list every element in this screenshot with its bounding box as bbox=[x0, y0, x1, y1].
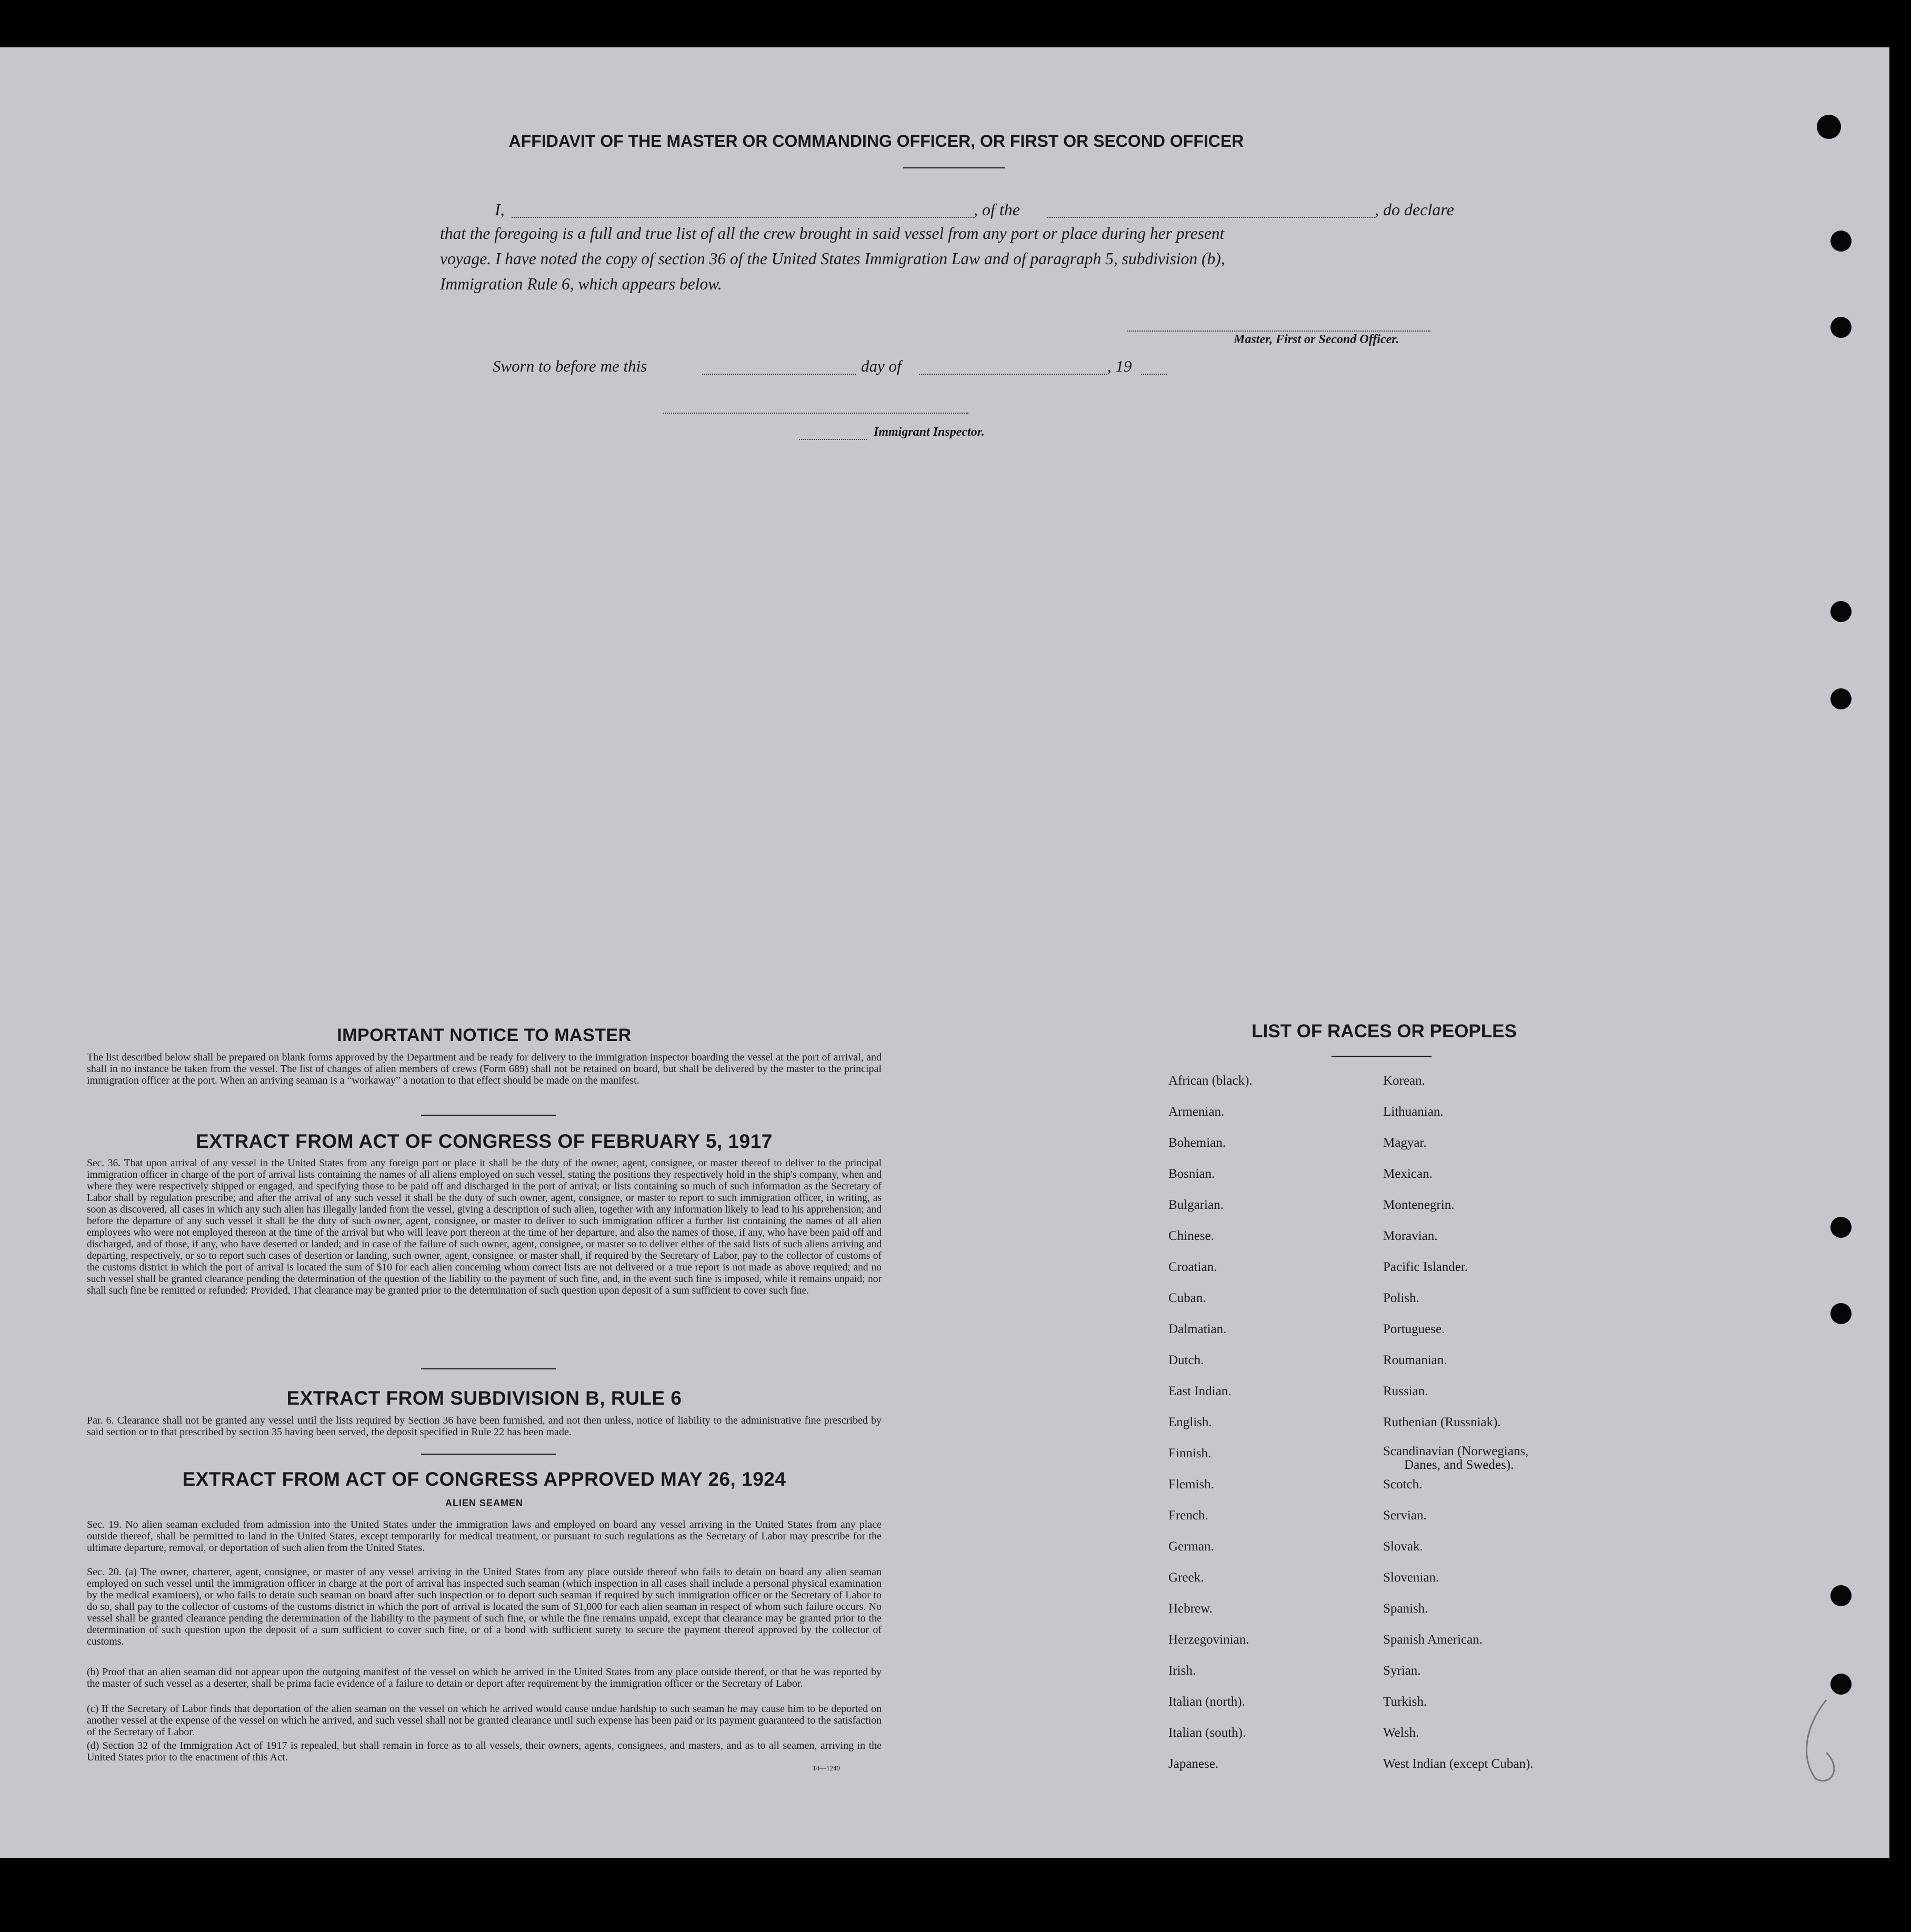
notice-title: IMPORTANT NOTICE TO MASTER bbox=[337, 1025, 632, 1045]
binder-hole bbox=[1830, 1303, 1852, 1324]
race-item: Hebrew. bbox=[1168, 1601, 1213, 1616]
race-item: Russian. bbox=[1383, 1384, 1428, 1398]
affidavit-title: AFFIDAVIT OF THE MASTER OR COMMANDING OFFICER, OR FIRST OR SECOND OFFICER bbox=[508, 132, 1244, 151]
act-1917-text: Sec. 36. That upon arrival of any vessel in the United States from any foreign port or place it shall be the duty of the owner, agent, consignee, or master thereof to deliver to the principal immigration officer in charge of the port of arrival lists containing the names of all aliens employed on such vessel, stating the positions they respectively hold in the ship's company, when and where they were respectively shipped or engaged, and specifying those to be paid off and discharged in the port of arrival; or lists containing so much of such information as the Secretary of Labor shall by regulation prescribe; and after the arrival of any such vessel it shall be the duty of such owner, agent, consignee, or master to report to such immigration officer, in writing, as soon as discovered, all cases in which any such alien has illegally landed from the vessel, giving a description of such alien, together with any information likely to lead to his apprehension; and before the departure of any such vessel it shall be the duty of such owner, agent, consignee, or master to deliver to such immigration officer a further list containing the names of all alien employees who were not employed thereon at the time of the arrival but who will leave port thereon at the time of her departure, and also the names of those, if any, who have been paid off and discharged, and of those, if any, who have deserted or landed; and in case of the failure of such owner, agent, consignee, or master so to deliver either of the said lists of such aliens arriving and departing, respectively, or so to report such cases of desertion or landing, such owner, agent, consignee, or master shall, if required by the Secretary of Labor, pay to the collector of customs of the customs district in which the port of arrival is located the sum of $10 for each alien concerning whom correct lists are not delivered or a true report is not made as above required; and no such vessel shall be granted clearance pending the determination of the question of the liability to the payment of such fine, and, in the event such fine is imposed, while it remains unpaid; nor shall such fine be remitted or refunded: Provided, That clearance may be granted prior to the determination of such question upon deposit of a sum sufficient to cover such fine. bbox=[87, 1158, 882, 1296]
binder-hole bbox=[1830, 231, 1852, 252]
sworn-month-blank[interactable] bbox=[919, 374, 1107, 375]
act-1924-sec20c: (c) If the Secretary of Labor finds that deportation of the alien seaman on the vessel on which he arrived would cause undue hardship to such seaman he may cause him to be deported on another vessel at the expense of the vessel on which he arrived, and such vessel shall not be granted clearance until such expense has been paid or its payment guaranteed to the satisfaction of the Secretary of Labor. bbox=[87, 1703, 882, 1738]
race-item: Welsh. bbox=[1383, 1726, 1419, 1740]
race-item: East Indian. bbox=[1168, 1384, 1232, 1398]
race-item: Japanese. bbox=[1168, 1757, 1219, 1771]
race-item: Danes, and Swedes). bbox=[1404, 1458, 1514, 1472]
race-item: Portuguese. bbox=[1383, 1322, 1445, 1336]
race-item: Spanish. bbox=[1383, 1601, 1428, 1616]
race-item: Mexican. bbox=[1383, 1167, 1433, 1181]
inspector-label: Immigrant Inspector. bbox=[874, 425, 985, 439]
divider bbox=[421, 1454, 556, 1455]
race-item: Bohemian. bbox=[1168, 1136, 1226, 1150]
act-1917-title: EXTRACT FROM ACT OF CONGRESS OF FEBRUARY 5, 1917 bbox=[196, 1130, 773, 1152]
race-item: Italian (south). bbox=[1168, 1726, 1246, 1740]
notice-text: The list described below shall be prepared on blank forms approved by the Department and be ready for delivery to the immigration inspector boarding the vessel at the port of arrival, and shall in no instance be taken from the vessel. The list of changes of alien members of crews (Form 689) shall not be retained on board, but shall be delivered by the master to the principal immigration officer at the port. When an arriving seaman is a “workaway” a notation to that effect should be made on the manifest. bbox=[87, 1052, 882, 1086]
race-item: Greek. bbox=[1168, 1570, 1204, 1585]
binder-hole bbox=[1830, 1674, 1852, 1695]
race-item: Magyar. bbox=[1383, 1136, 1427, 1150]
affidavit-line-3: voyage. I have noted the copy of section 36 of the United States Immigration Law and of paragraph 5, subdivision (b), bbox=[440, 249, 1225, 268]
race-item: Bosnian. bbox=[1168, 1167, 1215, 1181]
race-item: Bulgarian. bbox=[1168, 1198, 1224, 1212]
binder-hole bbox=[1830, 1217, 1852, 1238]
act-1924-sec20a: Sec. 20. (a) The owner, charterer, agent, consignee, or master of any vessel arriving in the United States from any place outside thereof who fails to detain on board any alien seaman employed on such vessel until the immigration officer in charge at the port of arrival has inspected such seaman (which inspection in all cases shall include a personal physical examination by the medical examiners), or who fails to detain such seaman on board after such inspection or to deport such seaman if required by such immigration officer or the Secretary of Labor to do so, shall pay to the collector of customs of the customs district in which the port of arrival is located the sum of $1,000 for each alien seaman in respect of whom such failure occurs. No vessel shall be granted clearance pending the determination of the liability to the payment of such fine, or while the fine remains unpaid, except that clearance may be granted prior to the determination of such question upon the deposit of a sum sufficient to cover such fine, or of a bond with sufficient surety to secure the payment thereof approved by the collector of customs. bbox=[87, 1566, 882, 1647]
race-item: African (black). bbox=[1168, 1074, 1253, 1088]
race-item: Turkish. bbox=[1383, 1695, 1427, 1709]
race-item: Cuban. bbox=[1168, 1291, 1206, 1305]
races-title: LIST OF RACES OR PEOPLES bbox=[1252, 1021, 1517, 1042]
race-item: Montenegrin. bbox=[1383, 1198, 1455, 1212]
race-item: Polish. bbox=[1383, 1291, 1419, 1305]
inspector-signature-blank[interactable] bbox=[663, 413, 968, 414]
form-number: 14—1240 bbox=[813, 1764, 840, 1772]
race-item: Flemish. bbox=[1168, 1477, 1214, 1491]
race-item: Irish. bbox=[1168, 1664, 1196, 1678]
act-1924-subtitle: ALIEN SEAMEN bbox=[445, 1498, 523, 1508]
race-item: Korean. bbox=[1383, 1074, 1425, 1088]
declare-label: , do declare bbox=[1375, 200, 1454, 219]
sworn-label: Sworn to before me this bbox=[493, 357, 647, 375]
binder-hole bbox=[1830, 688, 1852, 709]
race-item: Ruthenian (Russniak). bbox=[1383, 1415, 1501, 1429]
race-item: Dutch. bbox=[1168, 1353, 1204, 1367]
name-blank[interactable] bbox=[512, 217, 974, 218]
i-label: I, bbox=[495, 200, 505, 219]
race-item: Servian. bbox=[1383, 1508, 1427, 1523]
act-1924-sec19: Sec. 19. No alien seaman excluded from admission into the United States under the immigration laws and employed on board any vessel arriving in the United States from any place outside thereof, shall be permitted to land in the United States, except temporarily for medical treatment, or pursuant to such regulations as the Secretary of Labor may prescribe for the ultimate departure, removal, or deportation of such alien from the United States. bbox=[87, 1519, 882, 1554]
sworn-year-blank[interactable] bbox=[1141, 374, 1167, 375]
race-item: Syrian. bbox=[1383, 1664, 1421, 1678]
binder-hole bbox=[1830, 1585, 1852, 1606]
affidavit-line-2: that the foregoing is a full and true list of all the crew brought in said vessel from any port or place during her present bbox=[440, 224, 1225, 243]
race-item: Finnish. bbox=[1168, 1446, 1212, 1460]
race-item: Slovenian. bbox=[1383, 1570, 1439, 1585]
day-of-label: day of bbox=[861, 357, 902, 375]
vessel-blank[interactable] bbox=[1047, 217, 1375, 218]
race-item: Moravian. bbox=[1383, 1229, 1438, 1243]
of-the-label: , of the bbox=[974, 200, 1020, 219]
race-item: Roumanian. bbox=[1383, 1353, 1447, 1367]
master-label: Master, First or Second Officer. bbox=[1234, 333, 1399, 346]
race-item: Chinese. bbox=[1168, 1229, 1214, 1243]
race-item: Slovak. bbox=[1383, 1539, 1423, 1554]
race-item: Italian (north). bbox=[1168, 1695, 1245, 1709]
race-item: French. bbox=[1168, 1508, 1208, 1523]
race-item: Scotch. bbox=[1383, 1477, 1423, 1491]
title-underline bbox=[903, 167, 1005, 168]
binder-hole bbox=[1830, 601, 1852, 622]
race-item: Scandinavian (Norwegians, bbox=[1383, 1444, 1529, 1458]
race-item: German. bbox=[1168, 1539, 1214, 1554]
race-item: Dalmatian. bbox=[1168, 1322, 1227, 1336]
race-item: Spanish American. bbox=[1383, 1633, 1483, 1647]
divider bbox=[421, 1368, 556, 1369]
binder-hole bbox=[1830, 317, 1852, 338]
race-item: Armenian. bbox=[1168, 1105, 1225, 1119]
race-item: West Indian (except Cuban). bbox=[1383, 1757, 1534, 1771]
race-item: English. bbox=[1168, 1415, 1212, 1429]
race-item: Pacific Islander. bbox=[1383, 1260, 1468, 1274]
affidavit-line-4: Immigration Rule 6, which appears below. bbox=[440, 275, 722, 293]
act-1924-sec20b: (b) Proof that an alien seaman did not appear upon the outgoing manifest of the vessel on which he arrived in the United States from any place outside thereof, or that he was reported by the master of such vessel as a deserter, shall be prima facie evidence of a failure to detain or deport after requirement by the immigration officer or the Secretary of Labor. bbox=[87, 1666, 882, 1689]
rule-6-title: EXTRACT FROM SUBDIVISION B, RULE 6 bbox=[286, 1387, 682, 1409]
master-signature-blank[interactable] bbox=[1127, 331, 1430, 332]
race-item: Herzegovinian. bbox=[1168, 1633, 1249, 1647]
races-underline bbox=[1332, 1056, 1432, 1057]
act-1924-sec20d: (d) Section 32 of the Immigration Act of 1917 is repealed, but shall remain in force as to all vessels, their owners, agents, consignees, and masters, and as to all seamen, arriving in the United States prior to the enactment of this Act. bbox=[87, 1740, 882, 1763]
act-1924-title: EXTRACT FROM ACT OF CONGRESS APPROVED MAY 26, 1924 bbox=[182, 1468, 786, 1490]
rule-6-text: Par. 6. Clearance shall not be granted any vessel until the lists required by Section 36 have been furnished, and not then unless, notice of liability to the administrative fine prescribed by said section or to that prescribed by section 35 having been served, the deposit specified in Rule 22 has been made. bbox=[87, 1415, 882, 1438]
sworn-day-blank[interactable] bbox=[702, 374, 856, 375]
divider bbox=[421, 1115, 556, 1116]
race-item: Lithuanian. bbox=[1383, 1105, 1444, 1119]
race-item: Croatian. bbox=[1168, 1260, 1217, 1274]
year-label: , 19 bbox=[1107, 357, 1132, 375]
inspector-prefix-blank[interactable] bbox=[799, 439, 867, 440]
pencil-mark bbox=[1789, 1695, 1847, 1789]
binder-hole bbox=[1817, 115, 1841, 139]
